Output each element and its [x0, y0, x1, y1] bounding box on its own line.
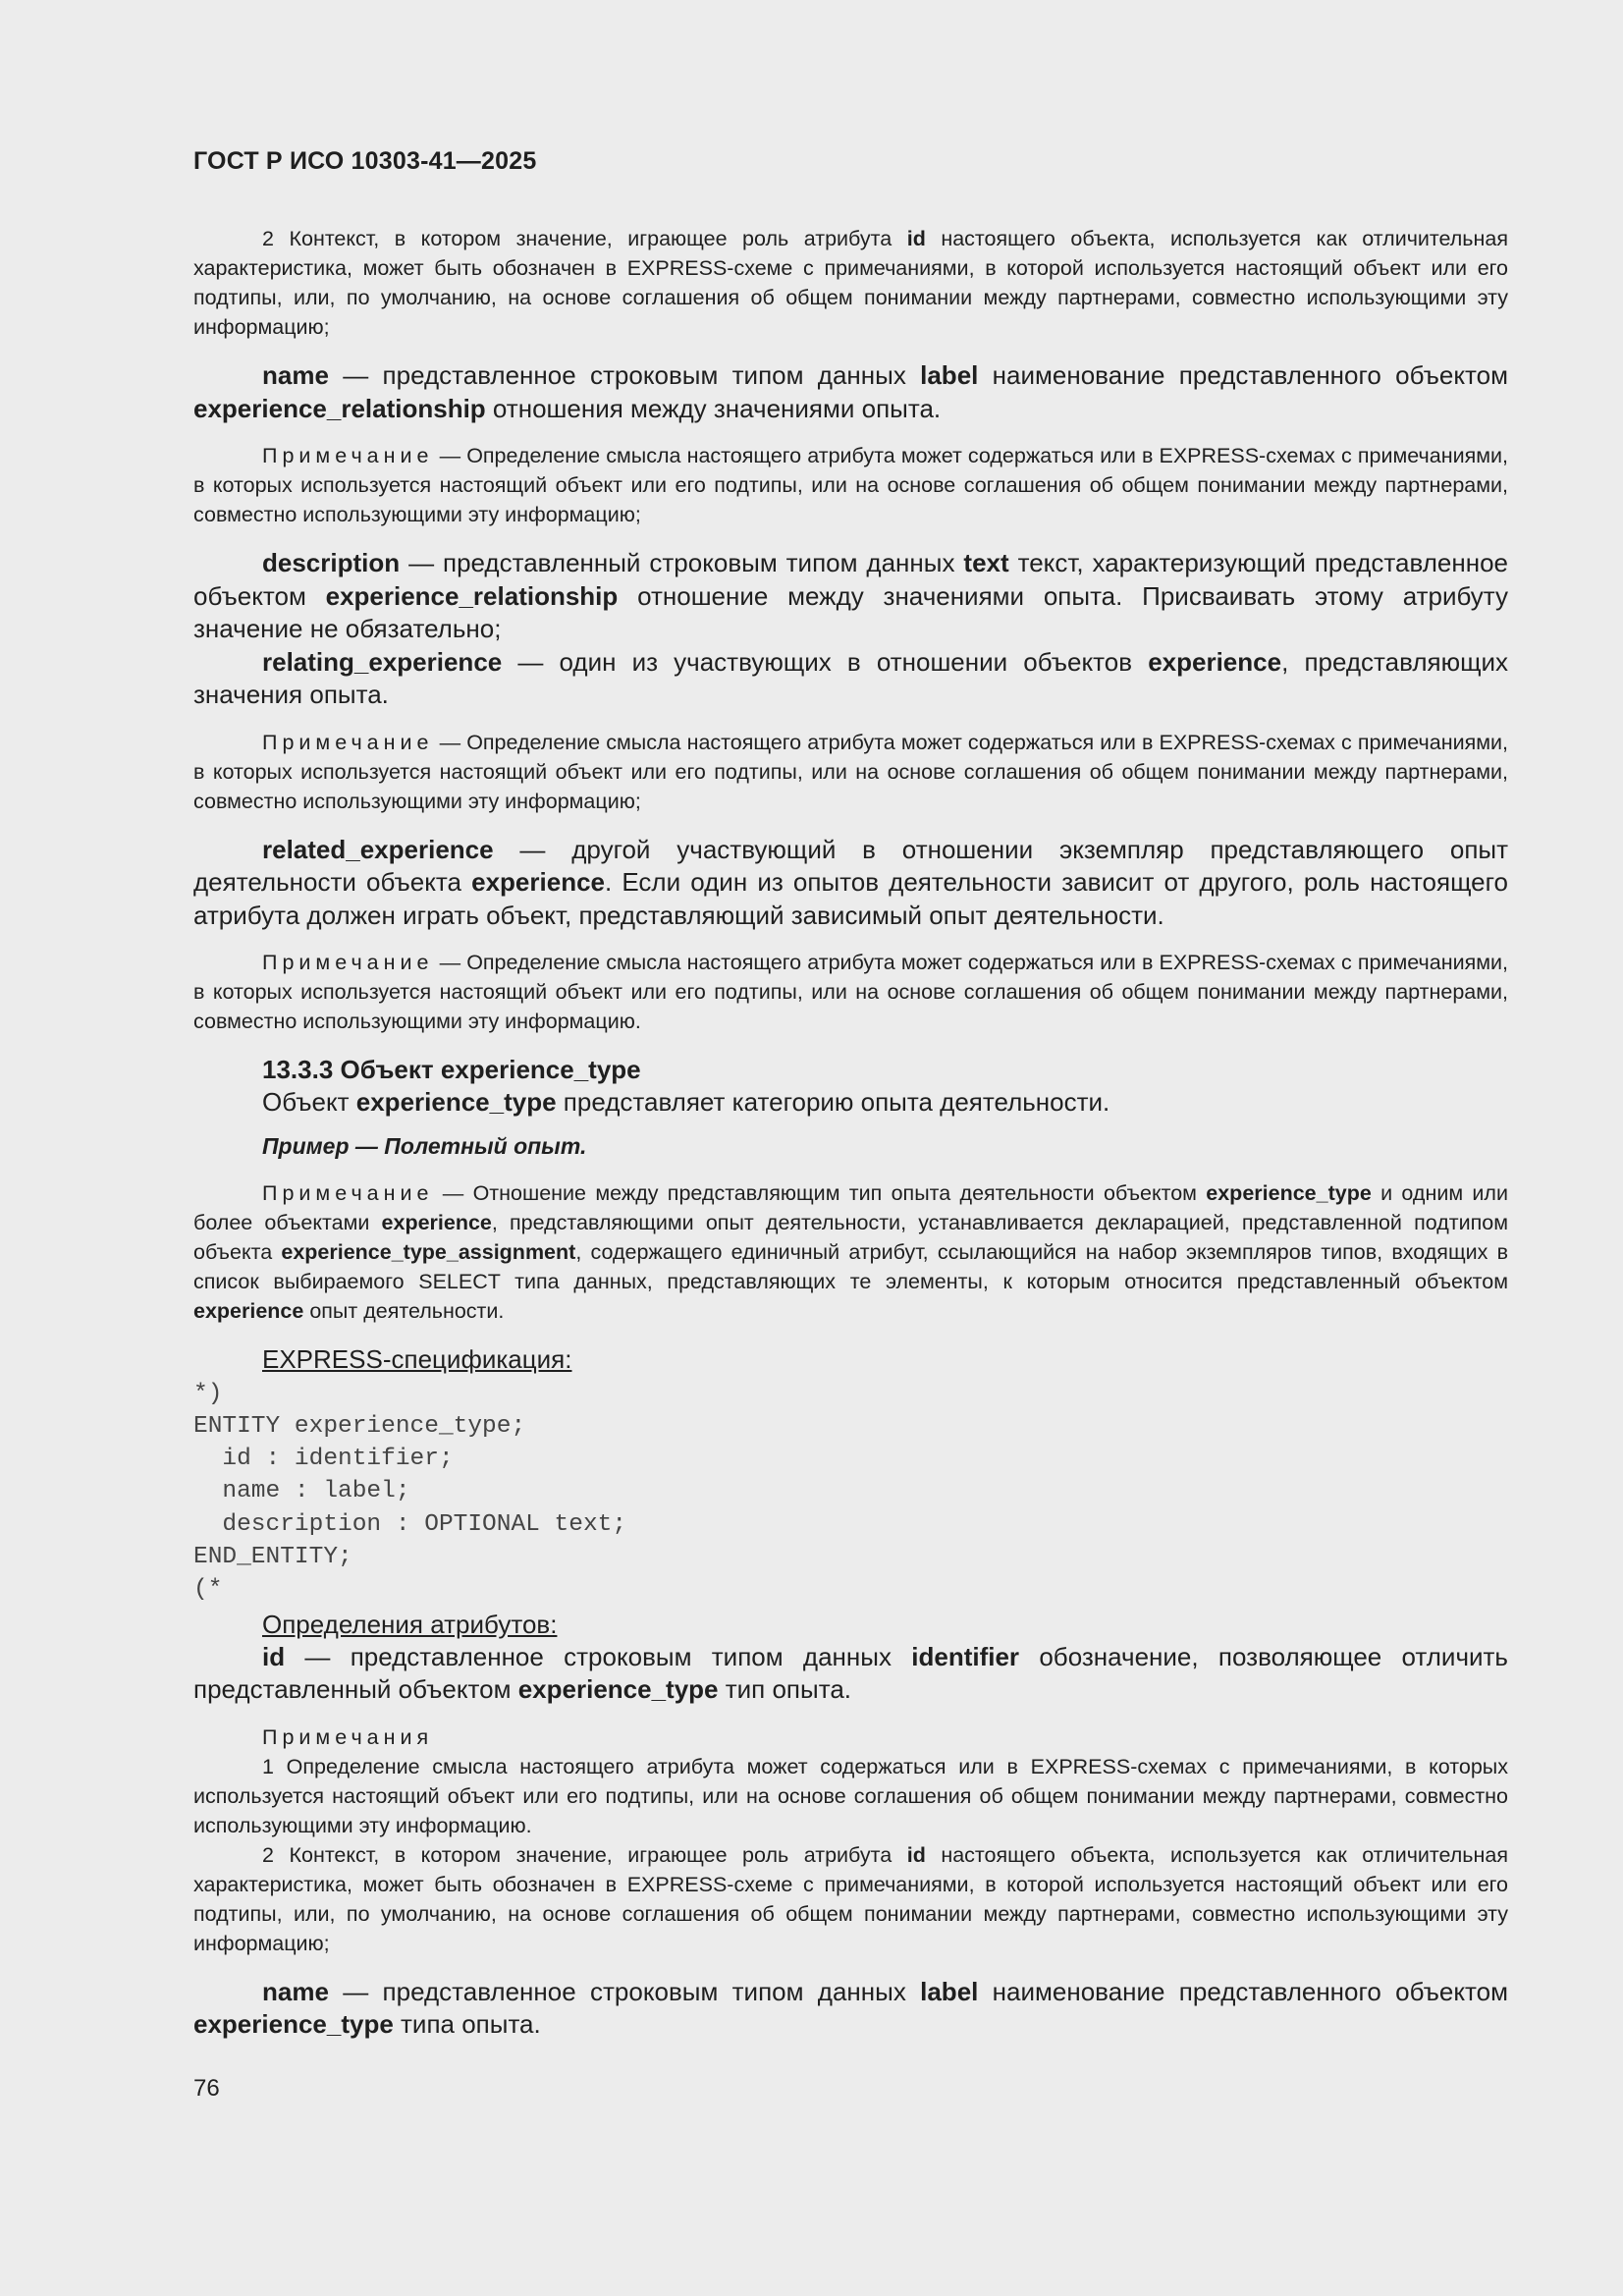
attribute-definition-relating-experience: relating_experience — один из участвующих в отношении объектов experience, представляющих значения опыта.: [193, 646, 1508, 709]
attribute-definitions-heading: Определения атрибутов:: [262, 1609, 558, 1639]
notes-label: Примечания: [262, 1724, 434, 1749]
page-content: [193, 224, 1508, 2042]
document-header: ГОСТ Р ИСО 10303-41—2025: [193, 147, 537, 175]
note-paragraph: Примечание — Отношение между представляющим тип опыта деятельности объектом experience_type и одним или более объектами experience, представляющими опыт деятельности, устанавливается декларацией, представленной подтипом объекта experience_type_assignment, содержащего единичный атрибут, ссылающийся на набор экземпляров типов, входящих в список выбираемого SELECT типа данных, представляющих те элементы, к которым относится представленный объектом experience опыт деятельности.: [193, 1180, 1508, 1323]
code-line: *): [193, 1380, 223, 1407]
express-code-block: [193, 1378, 1508, 1607]
code-line: END_ENTITY;: [193, 1543, 352, 1570]
example-text: Пример — Полетный опыт.: [262, 1132, 587, 1159]
page-number: 76: [193, 2075, 220, 2102]
note-paragraph: 2 Контекст, в котором значение, играющее роль атрибута id настоящего объекта, используется как отличительная характеристика, может быть обозначен в EXPRESS-схеме с примечаниями, в которой используется настоящий объект или его подтипы, или, по умолчанию, на основе соглашения об общем понимании между партнерами, совместно использующими эту информацию;: [193, 227, 1508, 339]
code-line: description : OPTIONAL text;: [193, 1510, 627, 1538]
note-paragraph: Примечание — Определение смысла настоящего атрибута может содержаться или в EXPRESS-схемах с примечаниями, в которых используется настоящий объект или его подтипы, или на основе соглашения об общем понимании между партнерами, совместно использующими эту информацию.: [193, 951, 1508, 1033]
code-line: (*: [193, 1576, 223, 1604]
note-paragraph: Примечание — Определение смысла настоящего атрибута может содержаться или в EXPRESS-схемах с примечаниями, в которых используется настоящий объект или его подтипы, или на основе соглашения об общем понимании между партнерами, совместно использующими эту информацию;: [193, 444, 1508, 526]
code-line: id : identifier;: [193, 1446, 454, 1473]
code-line: name : label;: [193, 1478, 410, 1505]
section-heading: 13.3.3 Объект experience_type: [262, 1055, 641, 1084]
note-paragraph: 2 Контекст, в котором значение, играющее роль атрибута id настоящего объекта, используется как отличительная характеристика, может быть обозначен в EXPRESS-схеме с примечаниями, в которой используется настоящий объект или его подтипы, или, по умолчанию, на основе соглашения об общем понимании между партнерами, совместно использующими эту информацию;: [193, 1842, 1508, 1955]
attribute-definition-name: name — представленное строковым типом данных label наименование представленного объектом experience_type типа опыта.: [193, 1976, 1508, 2040]
code-line: ENTITY experience_type;: [193, 1412, 526, 1440]
entity-description: Объект experience_type представляет категорию опыта деятельности.: [262, 1087, 1110, 1117]
attribute-definition-name: name — представленное строковым типом данных label наименование представленного объектом experience_relationship отношения между значениями опыта.: [193, 360, 1508, 423]
express-spec-heading: EXPRESS-спецификация:: [262, 1343, 572, 1374]
note-paragraph: Примечание — Определение смысла настоящего атрибута может содержаться или в EXPRESS-схемах с примечаниями, в которых используется настоящий объект или его подтипы, или на основе соглашения об общем понимании между партнерами, совместно использующими эту информацию;: [193, 730, 1508, 813]
attribute-definition-description: description — представленный строковым типом данных text текст, характеризующий представленное объектом experience_relationship отношение между значениями опыта. Присваивать этому атрибуту значение не обязательно;: [193, 548, 1508, 643]
attribute-definition-related-experience: related_experience — другой участвующий в отношении экземпляр представляющего опыт деятельности объекта experience. Если один из опытов деятельности зависит от другого, роль настоящего атрибута должен играть объект, представляющий зависимый опыт деятельности.: [193, 834, 1508, 930]
note-paragraph: 1 Определение смысла настоящего атрибута может содержаться или в EXPRESS-схемах с примечаниями, в которых используется настоящий объект или его подтипы, или на основе соглашения об общем понимании между партнерами, совместно использующими эту информацию.: [193, 1754, 1508, 1837]
attribute-definition-id: id — представленное строковым типом данных identifier обозначение, позволяющее отличить представленный объектом experience_type тип опыта.: [193, 1641, 1508, 1705]
